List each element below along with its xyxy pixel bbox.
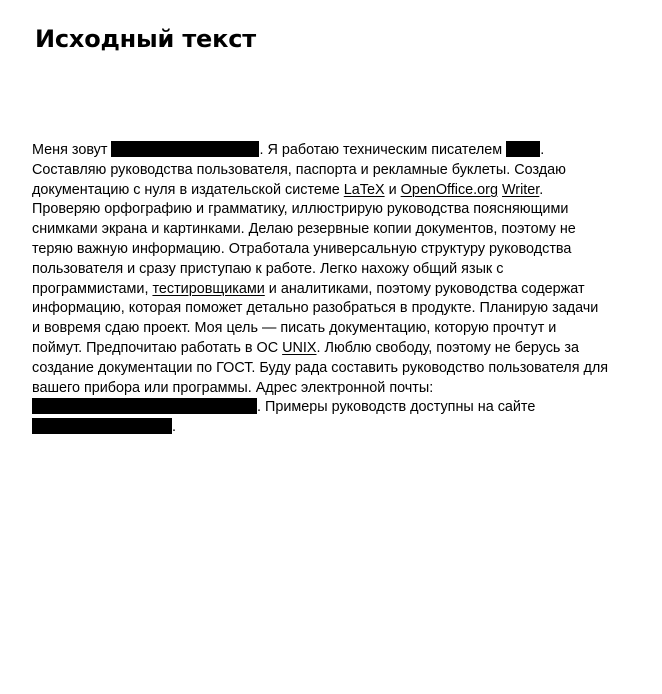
- text-line: создание документации по ГОСТ. Буду рада составить руководство пользователя для: [32, 359, 609, 376]
- redacted-email: [32, 398, 257, 414]
- redacted-company: [506, 141, 540, 157]
- page-title: Исходный текст: [35, 25, 256, 53]
- text-line: Составляю руководства пользователя, паспорта и рекламные буклеты. Создаю: [32, 161, 566, 178]
- text-line: пользователя и сразу приступаю к работе. Легко нахожу общий язык с: [32, 260, 504, 277]
- text-line: информацию, которая поможет детально разобраться в продукте. Планирую задачи: [32, 300, 599, 317]
- unix-term: UNIX: [282, 339, 317, 356]
- text-line: документацию с нуля в издательской системе LaTeX и OpenOffice.org Writer.: [32, 181, 544, 198]
- latex-term: LaTeX: [343, 181, 385, 198]
- testers-term: тестировщиками: [152, 280, 265, 297]
- text-line: программистами, тестировщиками и аналитиками, поэтому руководства содержат: [32, 280, 585, 297]
- text-line: .: [32, 418, 636, 438]
- source-text-paragraph: [32, 141, 636, 438]
- text-line: . Примеры руководств доступны на сайте: [32, 398, 636, 418]
- text-line: вашего прибора или программы. Адрес электронной почты:: [32, 379, 434, 396]
- redacted-name: [111, 141, 259, 157]
- redacted-website: [32, 418, 172, 434]
- text-line: Проверяю орфографию и грамматику, иллюстрирую руководства поясняющими: [32, 201, 569, 218]
- writer-term: Writer: [501, 181, 540, 198]
- openoffice-term: OpenOffice.org: [400, 181, 498, 198]
- text-line: Меня зовут . Я работаю техническим писателем .: [32, 142, 545, 158]
- text-line: теряю важную информацию. Отработала универсальную структуру руководства: [32, 240, 572, 257]
- text-line: снимками экрана и картинками. Делаю резервные копии документов, поэтому не: [32, 221, 576, 238]
- text-line: поймут. Предпочитаю работать в ОС UNIX. Люблю свободу, поэтому не берусь за: [32, 339, 579, 356]
- text-line: и вовремя сдаю проект. Моя цель — писать документацию, которую прочтут и: [32, 320, 557, 337]
